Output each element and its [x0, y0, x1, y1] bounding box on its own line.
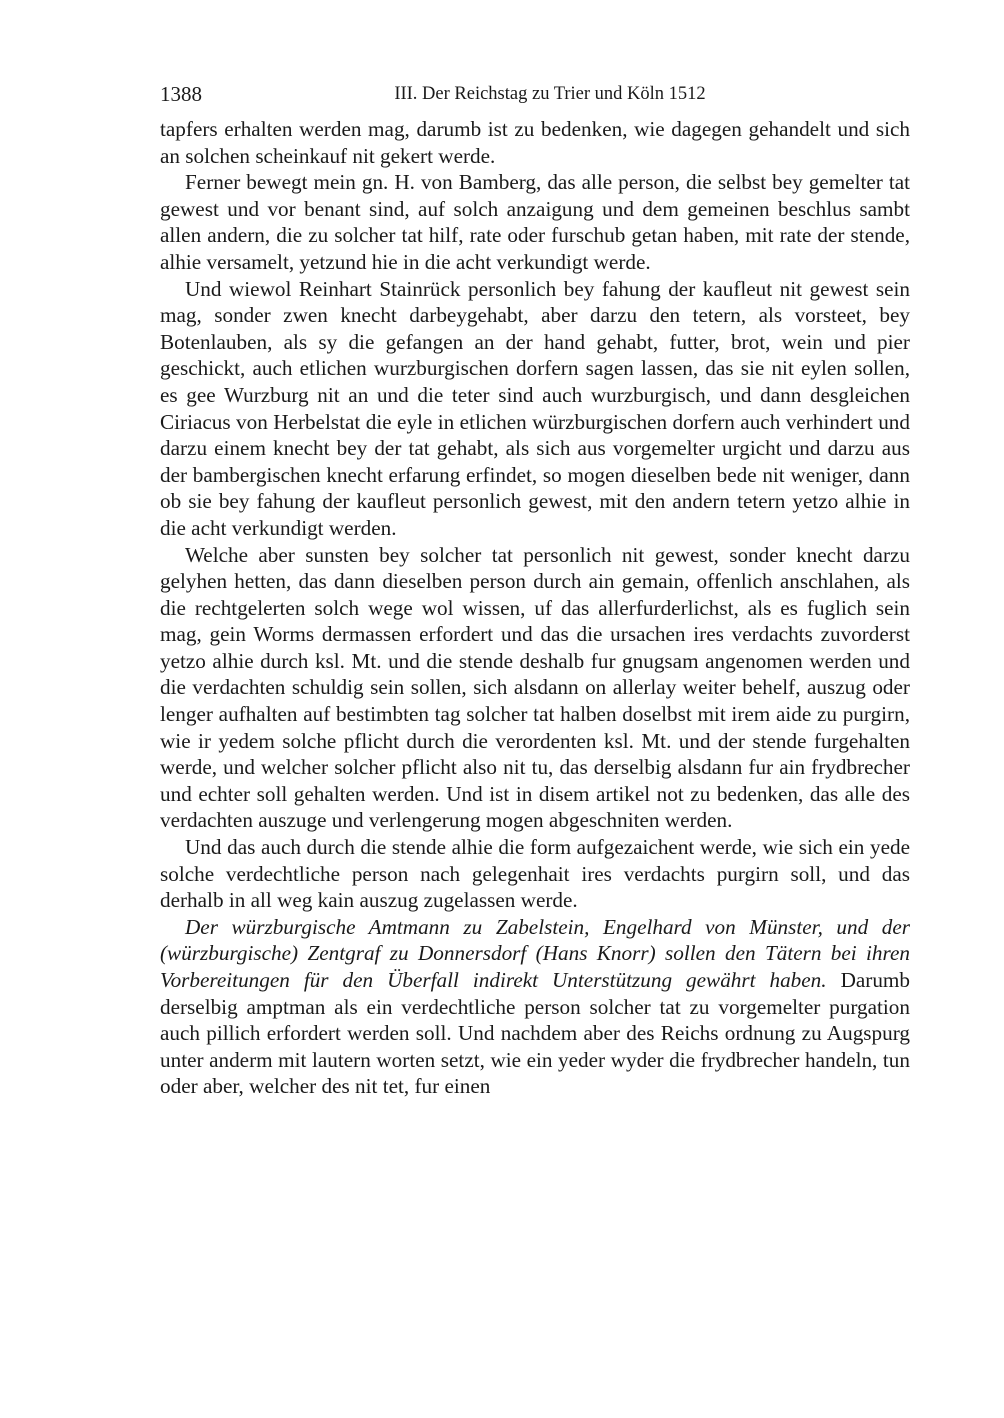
paragraph-bamberg: Ferner bewegt mein gn. H. von Bamberg, das alle person, die selbst bey gemelter tat gewest und vor benant sind, auf solch anzaigung und dem gemeinen beschlus sambt allen andern, die zu solcher tat hilf, rate oder furschub getan haben, mit rate der stende, alhie versamelt, yetzund hie in die acht verkundigt werde.: [160, 170, 910, 274]
running-header: [160, 80, 910, 108]
body-text: [160, 116, 910, 1100]
page-number: 1388: [160, 82, 202, 106]
paragraph-form: Und das auch durch die stende alhie die form aufgezaichent werde, wie sich ein yede solche verdechtliche person nach gelegenhait ires verdachts purgirn soll, und das derhalb in all weg kain auszug zugelassen werde.: [160, 835, 910, 913]
editorial-summary: Der würzburgische Amtmann zu Zabelstein, Engelhard von Münster, und der (würzburgische) Zentgraf zu Donnersdorf (Hans Knorr) sollen den Tätern bei ihren Vorbereitungen für den Überfall indirekt Unterstützung gewährt haben.: [160, 914, 910, 992]
paragraph-continuation: tapfers erhalten werden mag, darumb ist zu bedenken, wie dagegen gehandelt und sich an solchen scheinkauf nit gekert werde.: [160, 117, 910, 168]
paragraph-amtmann: [160, 914, 910, 1100]
running-title: III. Der Reichstag zu Trier und Köln 1512: [394, 84, 706, 104]
paragraph-stainrueck: Und wiewol Reinhart Stainrück personlich bey fahung der kaufleut nit gewest sein mag, sonder zwen knecht darbeygehabt, aber darzu den tetern, als vorsteet, bey Botenlauben, als sy die gefangen an der hand gehabt, futter, brot, wein und pier geschickt, auch etlichen wurzburgischen dorfern sagen lassen, das sie nit eylen sollen, es gee Wurzburg nit an und die teter sind auch wurzburgisch, und dann desgleichen Ciriacus von Herbelstat die eyle in etlichen würzburgischen dorfern auch verhindert und darzu einem knecht bey der tat gehabt, als sich aus vorgemelter urgicht und darzu aus der bambergischen knecht erfarung erfindet, so mogen dieselben bede nit weniger, dann ob sie bey fahung der kaufleut personlich gewest, mit den andern tetern yetzo alhie in die acht verkundigt werden.: [160, 276, 910, 540]
paragraph-amtmann-text: Darumb derselbig amptman als ein verdechtliche person solcher tat zu vorgemelter purgation auch pillich erfordert werden soll. Und nachdem aber des Reichs ordnung zu Augspurg unter anderm mit lautern worten setzt, wie ein yeder wyder die frydbrecher handeln, tun oder aber, welcher des nit tet, fur einen: [160, 968, 910, 1099]
document-page: [160, 80, 910, 1100]
paragraph-purgation: Welche aber sunsten bey solcher tat personlich nit gewest, sonder knecht darzu gelyhen hetten, das dann dieselben person durch ain gemain, offenlich anschlahen, als die rechtgelerten solch wege wol wissen, uf das allerfurderlichst, als es fuglich sein mag, gein Worms dermassen erfordert und das die ursachen ires verdachts zuvorderst yetzo alhie durch ksl. Mt. und die stende deshalb fur gnugsam angenomen werden und die verdachten schuldig sein sollen, sich alsdann on allerlay weiter behelf, auszug oder lenger aufhalten auf bestimbten tag solcher tat halben doselbst mit irem aide zu purgirn, wie ir yedem solche pflicht durch die verordenten ksl. Mt. und der stende furgehalten werde, und welcher solcher pflicht also nit tu, das derselbig alsdann fur ain frydbrecher und echter soll gehalten werden. Und ist in disem artikel not zu bedenken, das alle des verdachten auszuge und verlengerung mogen abgeschniten werden.: [160, 542, 910, 833]
